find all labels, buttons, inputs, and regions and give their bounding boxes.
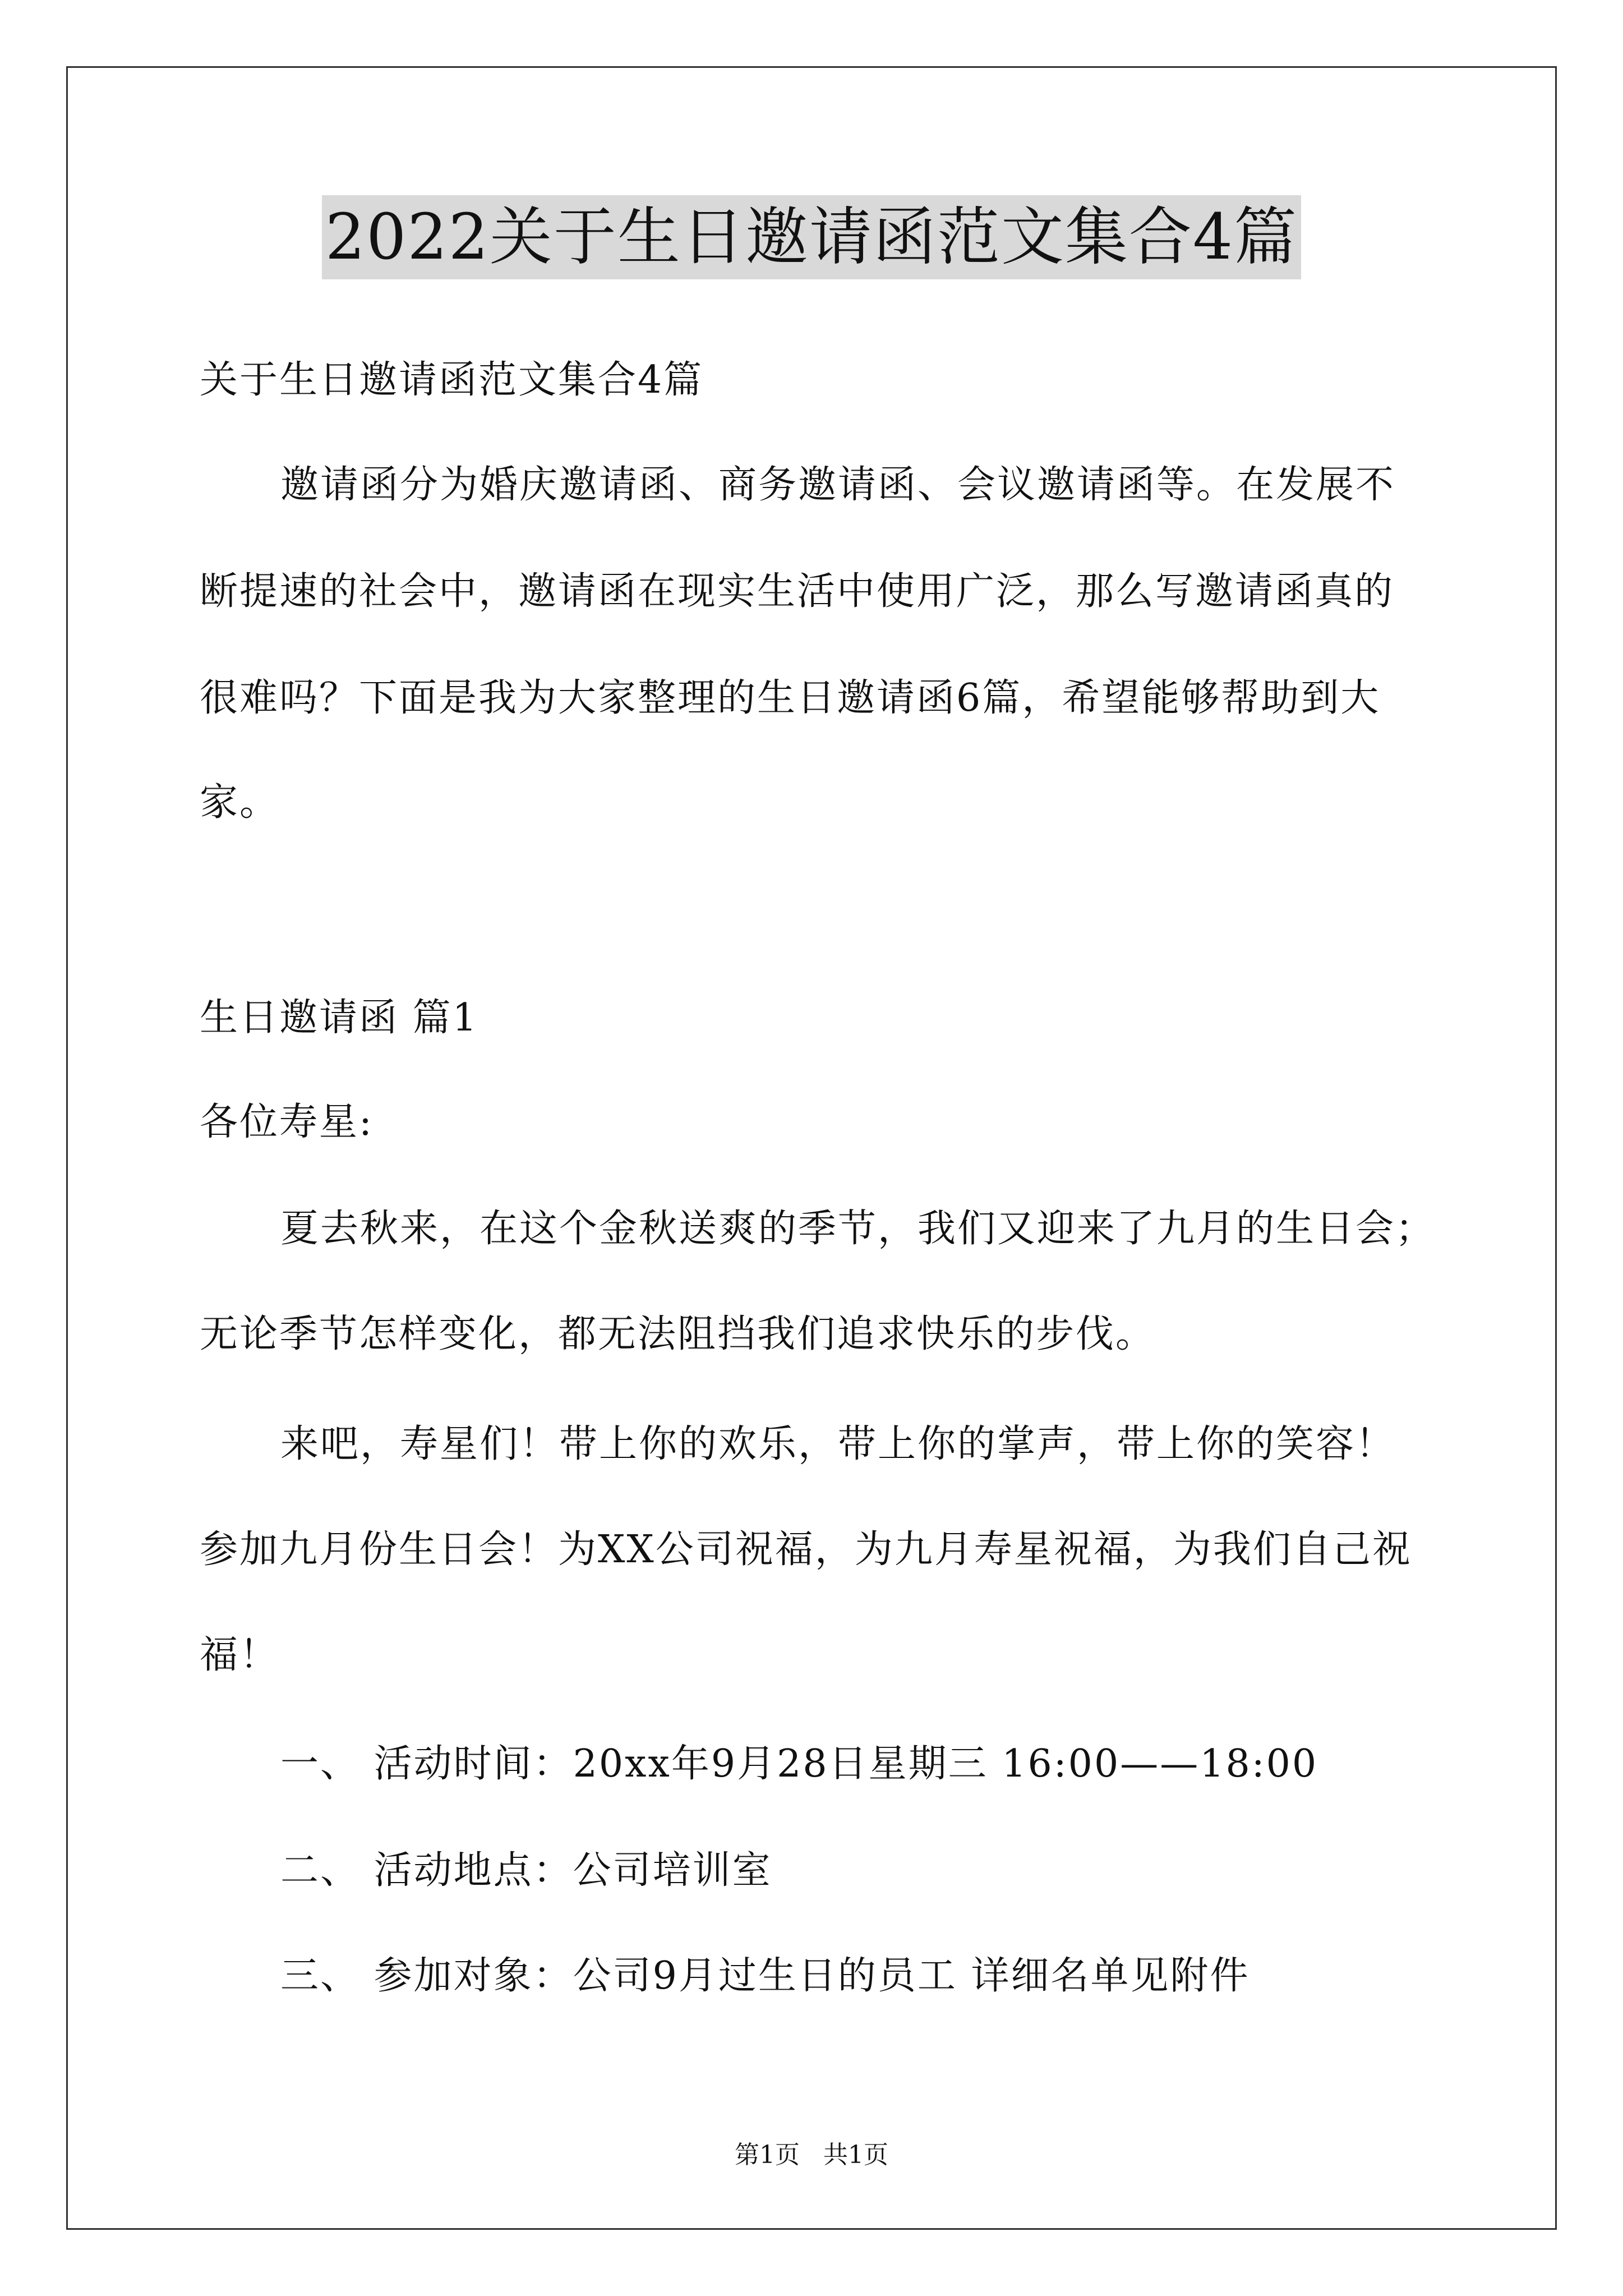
page-footer (0, 2138, 1623, 2172)
intro-line-2: 断提速的社会中，邀请函在现实生活中使用广泛，那么写邀请函真的 (200, 569, 1395, 614)
list-item-location: 二、 活动地点：公司培训室 (280, 1848, 772, 1893)
intro-line-4: 家。 (200, 780, 280, 825)
title-container (0, 195, 1623, 279)
salutation: 各位寿星: (200, 1100, 374, 1144)
document-title: 2022关于生日邀请函范文集合4篇 (322, 195, 1301, 279)
para2-line-2: 参加九月份生日会！为XX公司祝福，为九月寿星祝福，为我们自己祝 (200, 1527, 1412, 1572)
page-current: 第1页 (735, 2141, 800, 2169)
para2-line-3: 福！ (200, 1633, 280, 1677)
para2-line-1: 来吧，寿星们！带上你的欢乐，带上你的掌声，带上你的笑容！ (280, 1422, 1396, 1466)
document-subtitle: 关于生日邀请函范文集合4篇 (200, 358, 704, 402)
para1-line-1: 夏去秋来，在这个金秋送爽的季节，我们又迎来了九月的生日会； (280, 1207, 1436, 1251)
list-item-time: 一、 活动时间：20xx年9月28日星期三 16:00——18:00 (280, 1742, 1318, 1786)
list-item-participants: 三、 参加对象：公司9月过生日的员工 详细名单见附件 (280, 1954, 1250, 1998)
page-total: 共1页 (823, 2141, 888, 2169)
para1-line-2: 无论季节怎样变化，都无法阻挡我们追求快乐的步伐。 (200, 1312, 1156, 1356)
intro-line-3: 很难吗？下面是我为大家整理的生日邀请函6篇，希望能够帮助到大 (200, 676, 1381, 720)
intro-line-1: 邀请函分为婚庆邀请函、商务邀请函、会议邀请函等。在发展不 (280, 463, 1396, 507)
section-heading: 生日邀请函 篇1 (200, 996, 478, 1040)
